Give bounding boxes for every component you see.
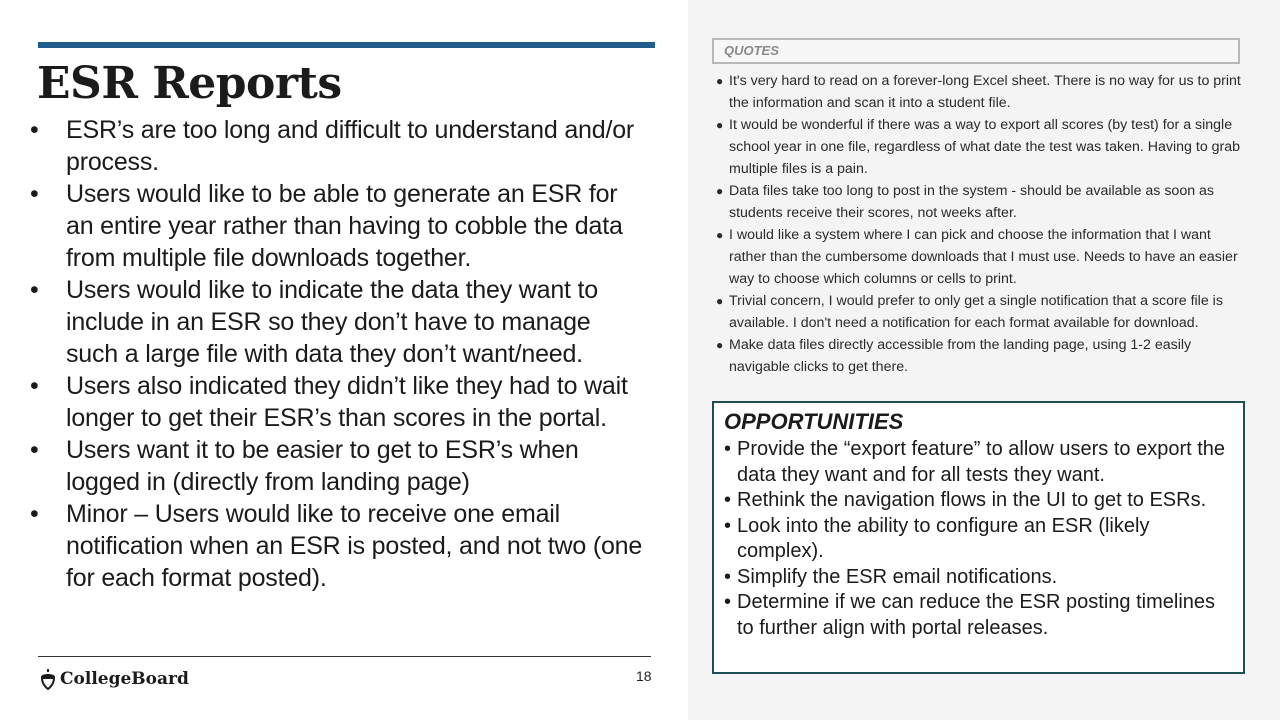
- opportunity-text: Look into the ability to configure an ESR (likely complex).: [737, 514, 1150, 562]
- finding-item: [28, 114, 643, 178]
- quote-item: [716, 114, 1242, 180]
- bullet-icon: ●: [716, 118, 724, 132]
- finding-item: [28, 178, 643, 274]
- finding-text: Users want it to be easier to get to ESR’s when logged in (directly from landing page): [66, 436, 579, 496]
- bullet-icon: •: [30, 372, 39, 400]
- opportunity-item: [724, 437, 1234, 488]
- finding-text: Users would like to indicate the data they want to include in an ESR so they don’t have to manage such a large file with data they don’t want/need.: [66, 276, 598, 368]
- opportunities-box: [712, 401, 1245, 674]
- title-accent-rule: [38, 42, 655, 48]
- opportunity-text: Simplify the ESR email notifications.: [737, 565, 1058, 588]
- finding-item: [28, 434, 643, 498]
- bullet-icon: •: [30, 276, 39, 304]
- quote-text: I would like a system where I can pick and choose the information that I want rather than the cumbersome downloads that I must use. Needs to have an easier way to choose which columns or cells to print.: [729, 227, 1238, 287]
- finding-text: Users would like to be able to generate an ESR for an entire year rather than having to cobble the data from multiple file downloads together.: [66, 180, 623, 272]
- quotes-heading: QUOTES: [712, 38, 1240, 64]
- finding-item: [28, 274, 643, 370]
- bullet-icon: ●: [716, 338, 724, 352]
- opportunity-item: [724, 514, 1234, 565]
- college-board-logo: [38, 668, 189, 690]
- finding-item: [28, 498, 643, 594]
- opportunity-text: Rethink the navigation flows in the UI to get to ESRs.: [737, 489, 1207, 511]
- acorn-icon: [38, 668, 58, 690]
- opportunity-text: Determine if we can reduce the ESR posting timelines to further align with portal releases.: [737, 591, 1216, 639]
- quote-item: [716, 70, 1242, 114]
- bullet-icon: •: [30, 180, 39, 208]
- finding-text: Minor – Users would like to receive one email notification when an ESR is posted, and not two (one for each format posted).: [66, 500, 643, 592]
- footer-rule: [38, 656, 651, 657]
- finding-text: ESR’s are too long and difficult to understand and/or process.: [66, 116, 635, 176]
- opportunities-list: [724, 437, 1234, 641]
- quote-text: It's very hard to read on a forever-long Excel sheet. There is no way for us to print the information and scan it into a student file.: [729, 73, 1241, 111]
- opportunities-heading: OPPORTUNITIES: [724, 409, 904, 434]
- bullet-icon: ●: [716, 184, 724, 198]
- quote-item: [716, 334, 1242, 378]
- slide-title: ESR Reports: [37, 58, 342, 109]
- opportunity-text: Provide the “export feature” to allow users to export the data they want and for all tests they want.: [737, 438, 1226, 486]
- bullet-icon: ●: [716, 228, 724, 242]
- findings-list: [28, 114, 643, 594]
- finding-text: Users also indicated they didn’t like they had to wait longer to get their ESR’s than scores in the portal.: [66, 372, 628, 432]
- finding-item: [28, 370, 643, 434]
- bullet-icon: •: [30, 116, 39, 144]
- quote-text: Trivial concern, I would prefer to only get a single notification that a score file is available. I don't need a notification for each format available for download.: [729, 293, 1223, 331]
- bullet-icon: •: [724, 438, 732, 460]
- quote-text: Data files take too long to post in the system - should be available as soon as students receive their scores, not weeks after.: [729, 183, 1215, 221]
- quote-text: It would be wonderful if there was a way to export all scores (by test) for a single school year in one file, regardless of what date the test was taken. Having to grab multiple files is a pain.: [729, 117, 1241, 177]
- quotes-list: [716, 70, 1242, 378]
- opportunity-item: [724, 565, 1234, 591]
- bullet-icon: •: [724, 591, 732, 613]
- quote-item: [716, 224, 1242, 290]
- opportunity-item: [724, 590, 1234, 641]
- bullet-icon: •: [724, 514, 732, 537]
- bullet-icon: •: [30, 436, 39, 464]
- bullet-icon: •: [30, 500, 39, 528]
- bullet-icon: •: [724, 565, 732, 588]
- bullet-icon: ●: [716, 74, 724, 88]
- opportunity-item: [724, 488, 1234, 514]
- quote-item: [716, 290, 1242, 334]
- logo-text: CollegeBoard: [60, 669, 189, 689]
- page-number: 18: [636, 668, 652, 684]
- bullet-icon: ●: [716, 294, 724, 308]
- quote-text: Make data files directly accessible from the landing page, using 1-2 easily navigable clicks to get there.: [729, 337, 1192, 375]
- quote-item: [716, 180, 1242, 224]
- bullet-icon: •: [724, 489, 732, 511]
